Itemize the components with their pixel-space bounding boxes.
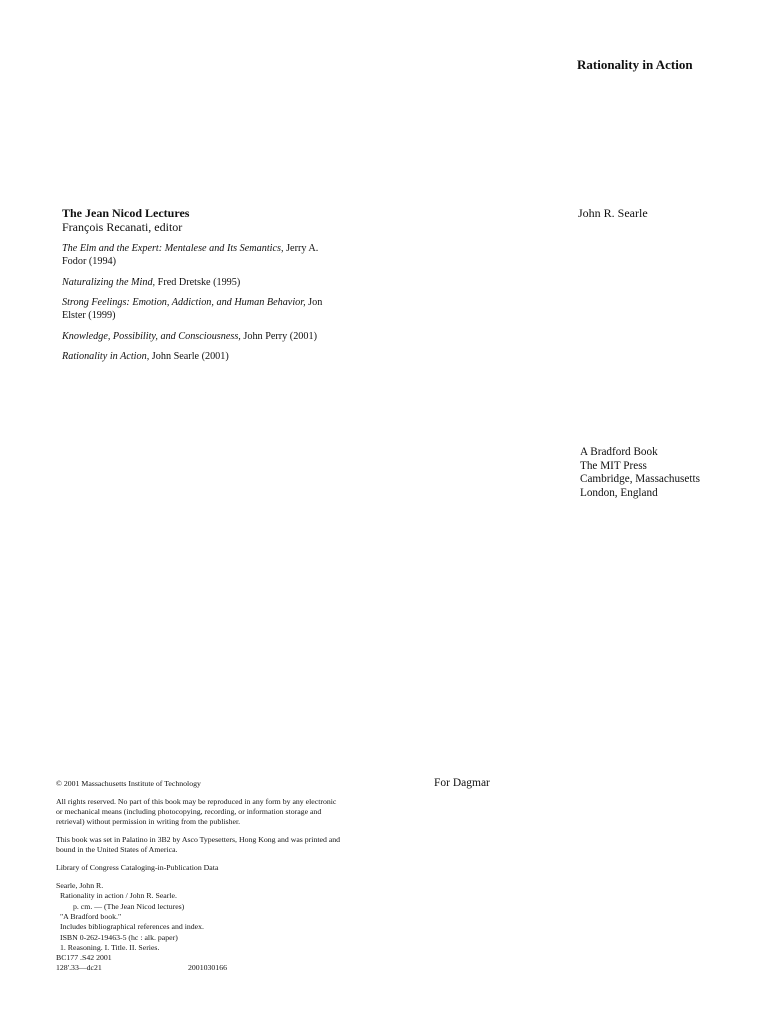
series-entry-title: Naturalizing the Mind, <box>62 276 156 288</box>
series-entry-title: Knowledge, Possibility, and Consciousness, <box>62 330 241 342</box>
series-block <box>62 207 337 371</box>
series-editor: François Recanati, editor <box>62 220 183 234</box>
cip-line: 1. Reasoning. I. Title. II. Series. <box>60 942 160 952</box>
cip-line: Rationality in action / John R. Searle. <box>60 891 177 901</box>
series-entry-title: The Elm and the Expert: Mentalese and Its Semantics, <box>62 243 284 254</box>
series-entry-author: Jerry A. Fodor (1994) <box>62 243 319 267</box>
publisher-line: A Bradford Book <box>580 446 658 458</box>
book-title: Rationality in Action <box>577 57 693 72</box>
cip-line <box>56 963 341 973</box>
series-entry <box>62 276 337 289</box>
cip-line: BC177 .S42 2001 <box>56 953 112 963</box>
series-title: The Jean Nicod Lectures <box>62 206 190 220</box>
classification-number: 128'.33—dc21 <box>56 963 102 973</box>
cip-line: ISBN 0-262-19463-5 (hc : alk. paper) <box>60 932 178 942</box>
typesetting-note: This book was set in Palatino in 3B2 by Asco Typesetters, Hong Kong and was printed and bound in the United States of America. <box>56 835 341 855</box>
cip-record <box>56 881 341 974</box>
publisher-line: Cambridge, Massachusetts <box>580 473 700 485</box>
series-entry-author: John Searle (2001) <box>149 351 229 362</box>
cip-heading: Library of Congress Cataloging-in-Publication Data <box>56 863 219 873</box>
publisher-line: London, England <box>580 486 658 499</box>
series-entry-title: Rationality in Action, <box>62 351 150 362</box>
series-list <box>62 242 337 363</box>
series-entry-author: Jon Elster (1999) <box>62 297 323 321</box>
publisher-line: The MIT Press <box>580 459 647 472</box>
series-entry <box>62 330 337 343</box>
series-entry-title: Strong Feelings: Emotion, Addiction, and Human Behavior, <box>62 297 306 308</box>
rights-statement: All rights reserved. No part of this book may be reproduced in any form by any electronic or mechanical means (including photocopying, recording, or information storage and retrieval) without permission in writing from the publisher. <box>56 796 337 827</box>
cip-line: p. cm. — (The Jean Nicod lectures) <box>73 901 185 911</box>
cip-line: Searle, John R. <box>56 881 104 891</box>
series-entry <box>62 242 337 268</box>
cip-line: "A Bradford book." <box>60 911 122 921</box>
cip-line: Includes bibliographical references and index. <box>60 922 204 932</box>
copyright-block <box>56 779 341 974</box>
author-name: John R. Searle <box>578 206 648 220</box>
series-entry <box>62 296 337 322</box>
dedication: For Dagmar <box>434 777 490 789</box>
series-entry-author: Fred Dretske (1995) <box>155 276 241 288</box>
series-entry <box>62 350 337 363</box>
copyright-notice: © 2001 Massachusetts Institute of Technology <box>56 779 201 788</box>
series-entry-author: John Perry (2001) <box>240 330 317 342</box>
publisher-block <box>580 446 700 500</box>
lccn-number: 2001030166 <box>188 963 227 973</box>
